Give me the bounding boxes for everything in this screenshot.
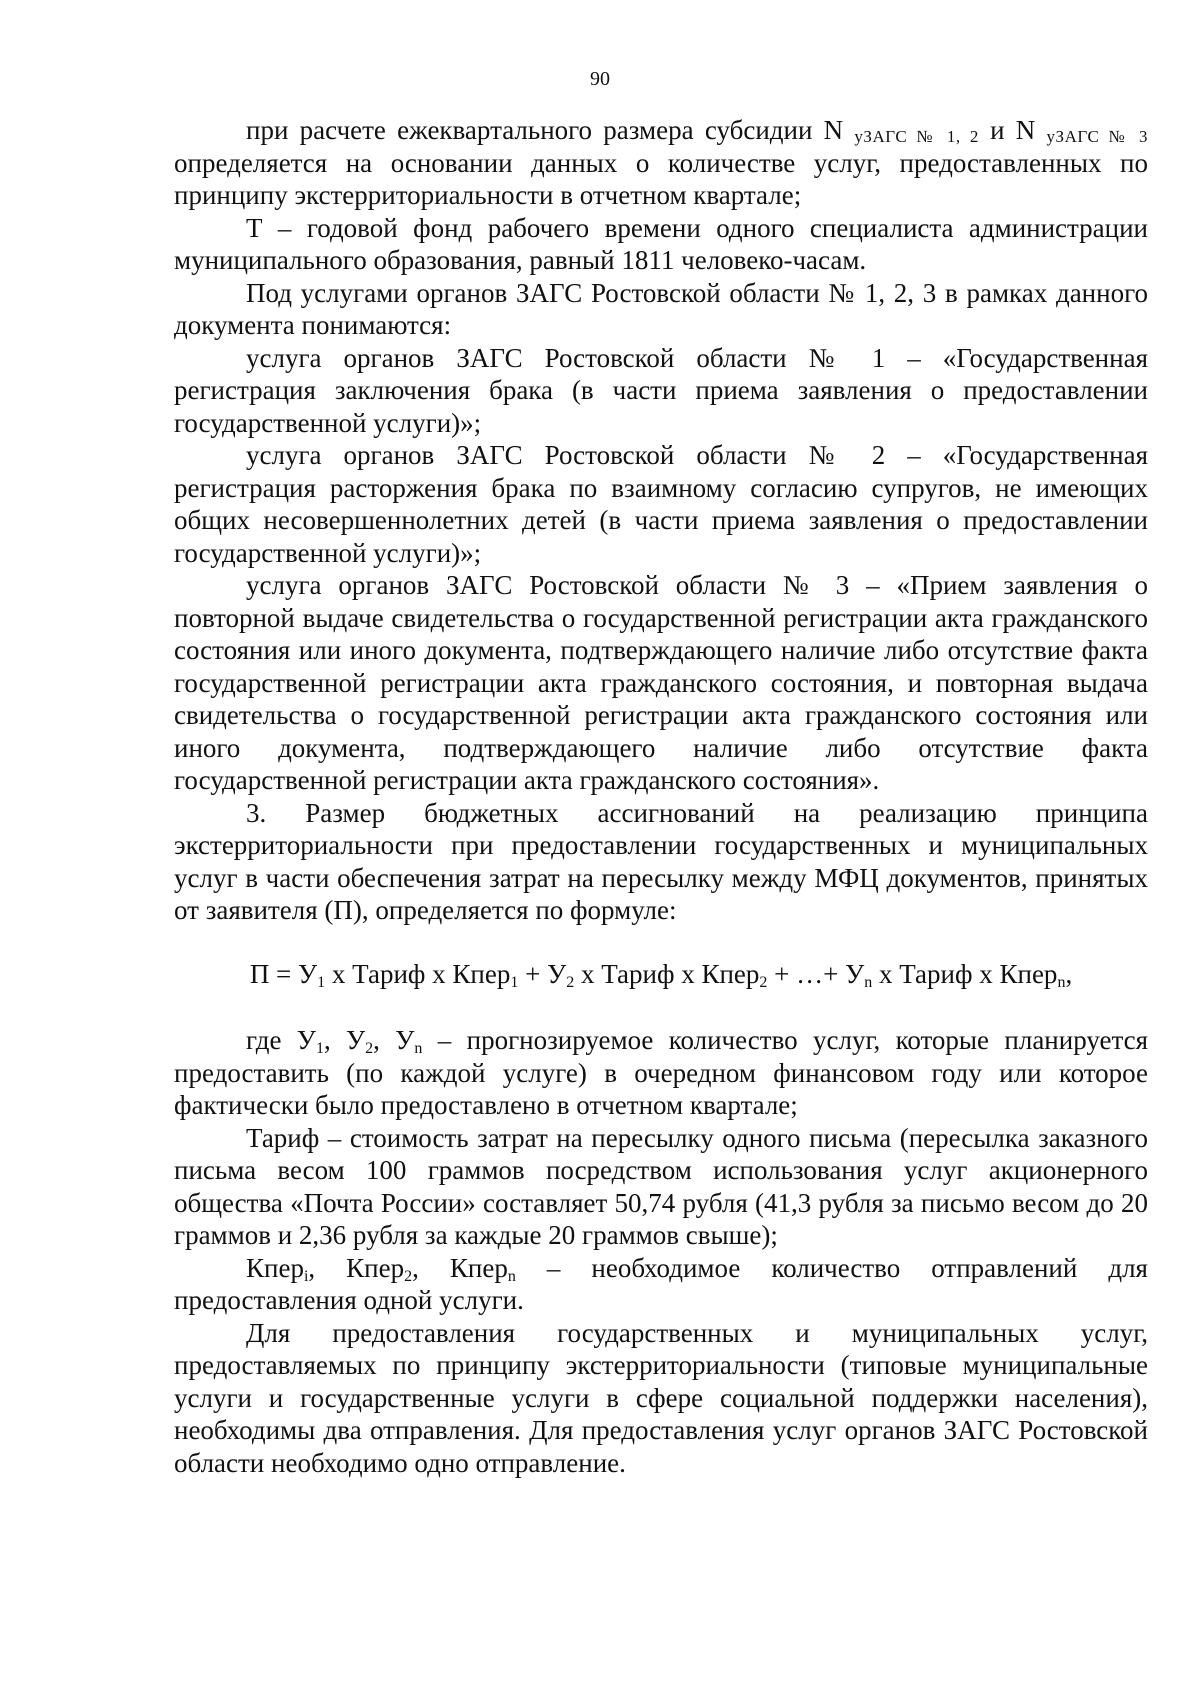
formula-part: х Тариф х Кпер: [574, 958, 760, 989]
paragraph-subsidy-calc: [174, 114, 1148, 212]
subscript: 1: [315, 1040, 324, 1057]
text: и N: [978, 115, 1047, 145]
document-body: [174, 114, 1148, 1479]
page-number: 90: [590, 68, 610, 90]
subscript: уЗАГС № 1, 2: [854, 127, 979, 146]
paragraph-zags-service-2: услуга органов ЗАГС Ростовской области № 2 – «Государственная регистрация расторжения брака по взаимному согласию супругов, не имеющих общих несовершеннолетних детей (в части приема заявления о предоставлении государственной услуги)»;: [174, 440, 1148, 568]
paragraph-zags-service-1: услуга органов ЗАГС Ростовской области № 1 – «Государственная регистрация заключения брака (в части приема заявления о предоставлении государственной услуги)»;: [174, 342, 1148, 438]
subscript: 2: [404, 1267, 413, 1285]
paragraph-annual-fund: Т – годовой фонд рабочего времени одного специалиста администрации муниципального образования, равный 1811 человеко-часам.: [174, 212, 1148, 275]
formula: [174, 958, 1148, 991]
formula-part: х Тариф х Кпер: [325, 958, 511, 989]
formula-part: х Тариф х Кпер: [872, 958, 1058, 989]
paragraph-tariff: Тариф – стоимость затрат на пересылку одного письма (пересылка заказного письма весом 100 граммов посредством использования услуг акционерного общества «Почта России» составляет 50,74 рубля (41,3 рубля за письмо весом до 20 граммов и 2,36 рубля за каждые 20 граммов свыше);: [174, 1122, 1148, 1250]
text: , Кпер: [308, 1252, 405, 1283]
text: , Кпер: [412, 1252, 508, 1283]
formula-subscript: 1: [317, 973, 326, 991]
text: – прогнозируемое количество услуг, которые планируется предоставить (по каждой услуге) в очередном финансовом году или которое фактически было предоставлено в отчетном квартале;: [174, 1025, 1149, 1120]
text: определяется на основании данных о количестве услуг, предоставленных по принципу экстерриториальности в отчетном квартале;: [174, 147, 1148, 210]
subscript: n: [507, 1267, 516, 1285]
formula-part: П = У: [249, 958, 318, 989]
formula-subscript: 2: [566, 973, 575, 991]
subscript: уЗАГС № 3: [1046, 127, 1148, 146]
formula-subscript: 1: [510, 973, 519, 991]
subscript: i: [303, 1267, 309, 1285]
text: Кпер: [246, 1252, 304, 1283]
formula-subscript: n: [1057, 973, 1066, 991]
paragraph-where-services: [174, 1024, 1148, 1122]
paragraph-kper: [174, 1252, 1148, 1317]
text: при расчете ежеквартального размера субсидии N: [246, 115, 855, 145]
formula-part: + У: [518, 958, 567, 989]
subscript: n: [414, 1040, 423, 1057]
paragraph-shipments: Для предоставления государственных и муниципальных услуг, предоставляемых по принципу экстерриториальности (типовые муниципальные услуги и государственные услуги в сфере социальной поддержки населения), необходимы два отправления. Для предоставления услуг органов ЗАГС Ростовской области необходимо одно отправление.: [174, 1317, 1148, 1478]
formula-part: + …+ У: [767, 958, 865, 989]
formula-subscript: 2: [759, 973, 768, 991]
paragraph-zags-service-3: услуга органов ЗАГС Ростовской области № 3 – «Прием заявления о повторной выдаче свидетельства о государственной регистрации акта гражданского состояния или иного документа, подтверждающего наличие либо отсутствие факта государственной регистрации акта гражданского состояния, и повторная выдача свидетельства о государственной регистрации акта гражданского состояния или иного документа, подтверждающего наличие либо отсутствие факта государственной регистрации акта гражданского состояния».: [174, 570, 1148, 795]
paragraph-section-3: 3. Размер бюджетных ассигнований на реализацию принципа экстерриториальности при предоставлении государственных и муниципальных услуг в части обеспечения затрат на пересылку между МФЦ документов, принятых от заявителя (П), определяется по формуле:: [174, 797, 1148, 925]
formula-subscript: n: [864, 973, 873, 991]
text: , У: [373, 1025, 415, 1055]
formula-part: ,: [1065, 958, 1073, 989]
paragraph-zags-services-intro: Под услугами органов ЗАГС Ростовской области № 1, 2, 3 в рамках данного документа понимаются:: [174, 277, 1148, 340]
text: где У: [246, 1025, 316, 1055]
subscript: 2: [365, 1040, 374, 1057]
text: , У: [323, 1025, 366, 1055]
text: – необходимое количество отправлений для предоставления одной услуги.: [174, 1252, 1148, 1315]
